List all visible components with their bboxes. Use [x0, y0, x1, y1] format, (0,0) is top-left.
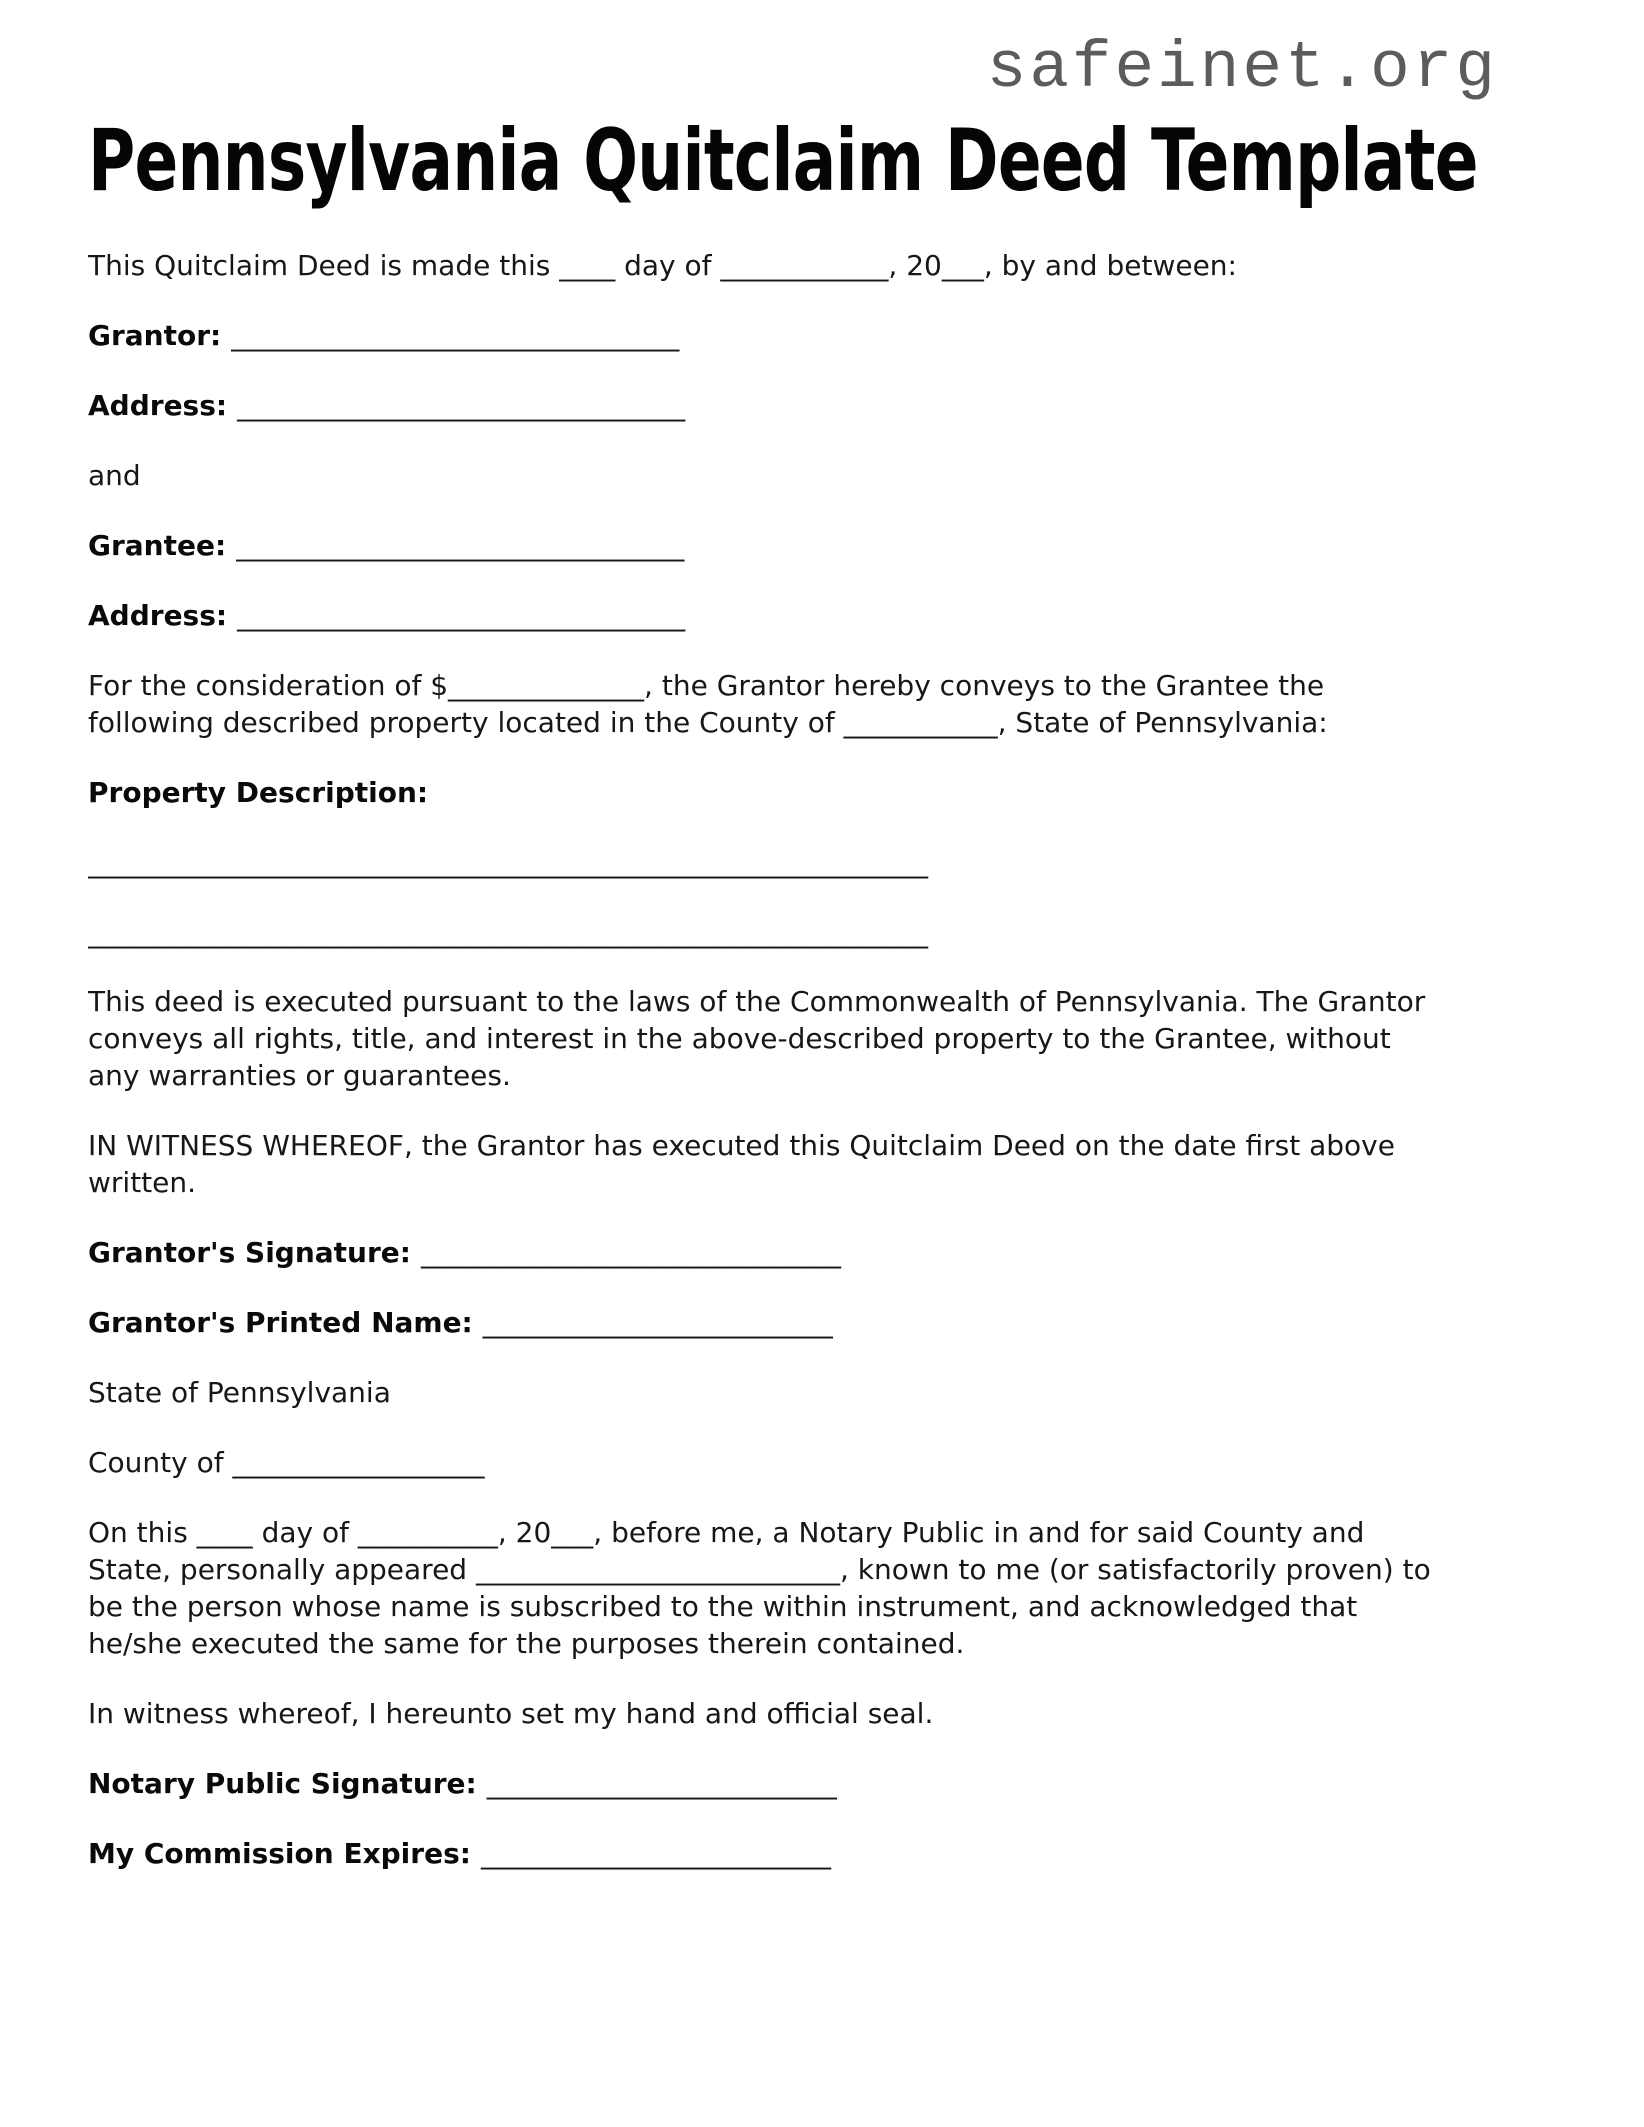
page-title: Pennsylvania Quitclaim Deed Template: [88, 111, 1478, 211]
grantor-signature-label: Grantor's Signature:: [88, 1236, 411, 1270]
grantor-address-blank: ________________________________: [237, 388, 686, 422]
commission-expires-field: [88, 1836, 1438, 1873]
grantor-printed-name-blank: _________________________: [482, 1306, 833, 1340]
property-description-heading: [88, 775, 1438, 812]
notary-signature-blank: _________________________: [486, 1766, 837, 1800]
property-description-line-1: ____________________________________________________________: [88, 845, 928, 879]
commission-expires-label: My Commission Expires:: [88, 1836, 471, 1870]
grantor-printed-name-field: [88, 1305, 1438, 1342]
notary-signature-field: [88, 1766, 1438, 1803]
witness-clause-paragraph: IN WITNESS WHEREOF, the Grantor has executed this Quitclaim Deed on the date first above written.: [88, 1129, 1395, 1200]
property-description-line-2: ____________________________________________________________: [88, 915, 928, 949]
grantor-blank: ________________________________: [231, 318, 680, 352]
property-description-label: Property Description:: [88, 775, 429, 809]
grantee-address-field: [88, 598, 1438, 635]
grantee-address-blank: ________________________________: [237, 598, 686, 632]
commission-expires-blank: _________________________: [480, 1836, 831, 1870]
grantee-blank: ________________________________: [236, 528, 685, 562]
seal-clause-paragraph: In witness whereof, I hereunto set my hand and official seal.: [88, 1696, 934, 1730]
site-logo: safeinet.org: [986, 31, 1498, 106]
grantor-signature-field: [88, 1235, 1438, 1272]
grantor-printed-name-label: Grantor's Printed Name:: [88, 1306, 473, 1340]
conjunction-text: and: [88, 458, 141, 492]
county-line: County of __________________: [88, 1446, 485, 1480]
grantor-address-field: [88, 388, 1438, 425]
notary-signature-label: Notary Public Signature:: [88, 1766, 477, 1800]
grantor-address-label: Address:: [88, 388, 228, 422]
grantee-address-label: Address:: [88, 598, 228, 632]
grantor-label: Grantor:: [88, 318, 222, 352]
grantee-label: Grantee:: [88, 528, 227, 562]
grantee-field: [88, 528, 1438, 565]
execution-clause-paragraph: This deed is executed pursuant to the laws of the Commonwealth of Pennsylvania. The Grantor conveys all rights, title, and interest in the above-described property to the Grantee, without any warranties or guarantees.: [88, 985, 1426, 1093]
state-line: State of Pennsylvania: [88, 1376, 391, 1410]
grantor-signature-blank: ______________________________: [420, 1236, 841, 1270]
grantor-field: [88, 318, 1438, 355]
intro-paragraph: This Quitclaim Deed is made this ____ day of ____________, 20___, by and between:: [88, 249, 1237, 282]
notary-acknowledgment-paragraph: On this ____ day of __________, 20___, before me, a Notary Public in and for said County and State, personally appeared __________________________, known to me (or satisfactorily proven) to be the person whose name is subscribed to the within instrument, and acknowledged that he/she executed the same for the purposes therein contained.: [88, 1516, 1431, 1660]
consideration-paragraph: For the consideration of $______________, the Grantor hereby conveys to the Grantee the following described property located in the County of ___________, State of Pennsylvania:: [88, 668, 1328, 739]
